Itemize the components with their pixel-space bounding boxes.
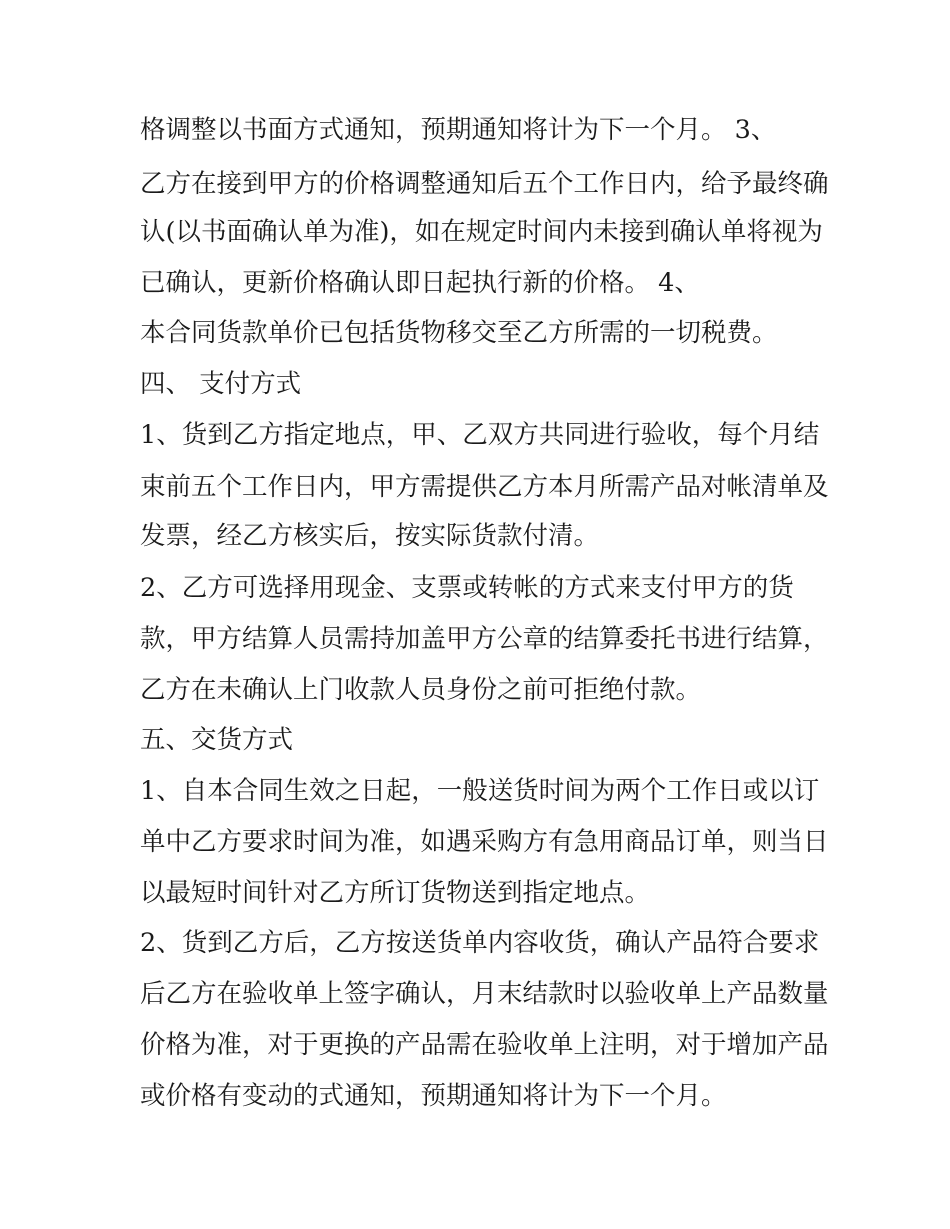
text-line: 以最短时间针对乙方所订货物送到指定地点。: [140, 878, 651, 908]
text-line: 款，甲方结算人员需持加盖甲方公章的结算委托书进行结算，: [140, 624, 829, 654]
text-line: 发票，经乙方核实后，按实际货款付清。: [140, 521, 600, 551]
section-heading: 四、 支付方式: [140, 369, 302, 399]
text-line: 束前五个工作日内，甲方需提供乙方本月所需产品对帐清单及: [140, 472, 829, 502]
text-line: 1、自本合同生效之日起，一般送货时间为两个工作日或以订: [140, 776, 820, 806]
text-line: 或价格有变动的式通知，预期通知将计为下一个月。: [140, 1081, 727, 1111]
text-line: 价格为准，对于更换的产品需在验收单上注明，对于增加产品: [140, 1030, 829, 1060]
text-line: 本合同货款单价已包括货物移交至乙方所需的一切税费。: [140, 318, 778, 348]
text-line: 2、乙方可选择用现金、支票或转帐的方式来支付甲方的货: [140, 573, 794, 603]
text-line: 乙方在接到甲方的价格调整通知后五个工作日内，给予最终确: [140, 169, 829, 199]
text-line: 2、货到乙方后，乙方按送货单内容收货，确认产品符合要求: [140, 928, 820, 958]
text-line: 已确认，更新价格确认即日起执行新的价格。 4、: [140, 268, 700, 298]
text-line: 后乙方在验收单上签字确认，月末结款时以验收单上产品数量: [140, 979, 829, 1009]
text-line: 1、货到乙方指定地点，甲、乙双方共同进行验收，每个月结: [140, 420, 820, 450]
text-line: 格调整以书面方式通知，预期通知将计为下一个月。 3、: [140, 115, 777, 145]
text-line: 认(以书面确认单为准)，如在规定时间内未接到确认单将视为: [140, 217, 823, 247]
text-line: 单中乙方要求时间为准，如遇采购方有急用商品订单，则当日: [140, 827, 829, 857]
text-line: 乙方在未确认上门收款人员身份之前可拒绝付款。: [140, 675, 702, 705]
section-heading: 五、交货方式: [140, 725, 294, 755]
